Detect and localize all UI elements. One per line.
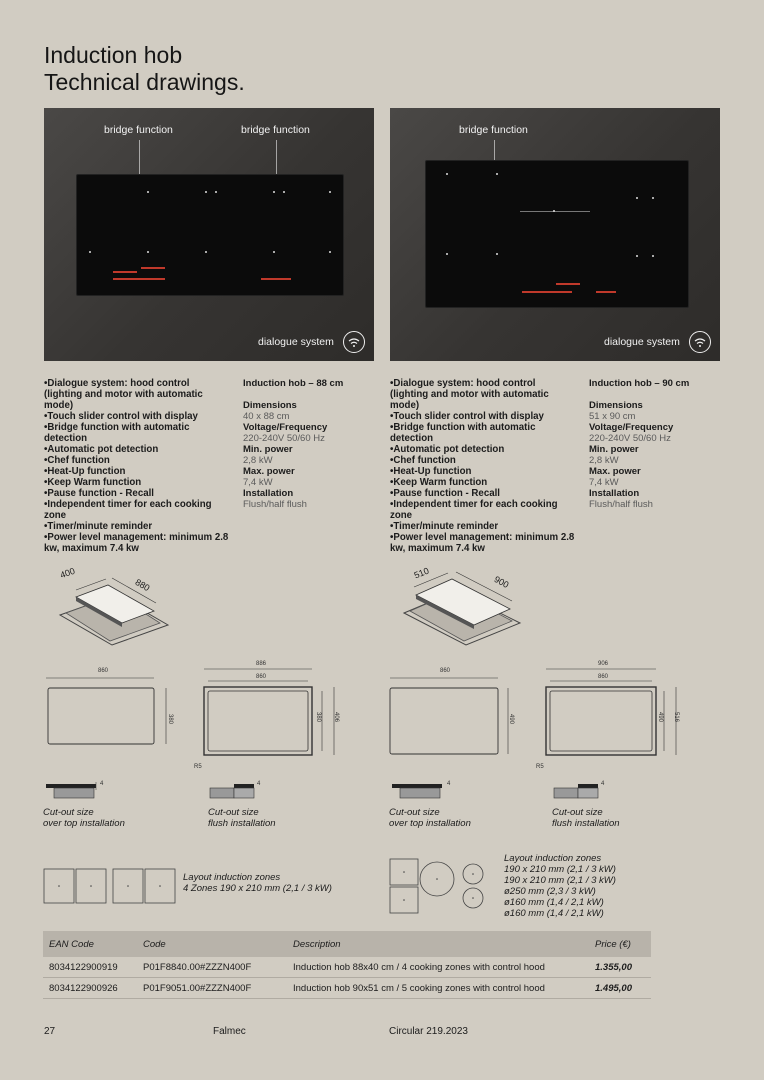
ean-cell: 8034122900919 — [43, 957, 137, 978]
outer-width-dim: 906 — [598, 661, 609, 667]
product-photo-90 — [390, 108, 720, 361]
caption-line: flush installation — [208, 818, 276, 829]
section-dim: 4 — [601, 781, 605, 787]
price-cell: 1.355,00 — [589, 957, 651, 978]
zone-layout-88 — [43, 868, 177, 906]
col-header-code: Code — [137, 931, 287, 957]
dialogue-system-label: dialogue system — [258, 336, 334, 348]
installation-label: Installation — [589, 488, 640, 499]
feature-item: •Chef function — [390, 455, 456, 466]
max-power-label: Max. power — [589, 466, 641, 477]
outer-height-dim: 406 — [333, 711, 340, 723]
price-table — [43, 931, 651, 999]
radius-dim: R5 — [194, 764, 202, 770]
col-header-description: Description — [287, 931, 589, 957]
zone-layout-line: 4 Zones 190 x 210 mm (2,1 / 3 kW) — [183, 883, 332, 894]
hob-glass-top — [425, 160, 689, 308]
feature-item: •Dialogue system: hood control (lighting and motor with automatic mode) — [44, 378, 203, 411]
feature-item: •Power level management: minimum 2.8 kw, maximum 7.4 kw — [390, 532, 575, 554]
min-power-value: 2,8 kW — [589, 455, 619, 466]
zone-layout-line: ø160 mm (1,4 / 2,1 kW) — [504, 908, 604, 919]
code-cell: P01F9051.00#ZZZN400F — [137, 978, 287, 999]
caption-line: Cut-out size — [552, 807, 603, 818]
spec-block-90 — [589, 378, 719, 510]
title-line-1: Induction hob — [44, 42, 183, 68]
zone-layout-text-88 — [183, 872, 332, 894]
cutout-drawing-flush-90 — [540, 663, 690, 763]
max-power-label: Max. power — [243, 466, 295, 477]
product-photo-88 — [44, 108, 374, 361]
bridge-function-label: bridge function — [241, 124, 310, 136]
height-dim: 380 — [167, 713, 174, 725]
feature-item: •Automatic pot detection — [44, 444, 159, 455]
voltage-label: Voltage/Frequency — [589, 422, 674, 433]
page-title — [44, 42, 245, 96]
feature-item: •Heat-Up function — [44, 466, 126, 477]
caption-flush-88 — [208, 807, 276, 829]
outer-width-dim: 886 — [256, 661, 267, 667]
bridge-function-label: bridge function — [459, 124, 528, 136]
caption-overtop-90 — [389, 807, 471, 829]
max-power-value: 7,4 kW — [589, 477, 619, 488]
inner-height-dim: 490 — [657, 711, 664, 723]
feature-list-90 — [390, 378, 576, 554]
control-display — [113, 271, 137, 273]
feature-item: •Independent timer for each cooking zone — [44, 499, 212, 521]
outer-height-dim: 516 — [673, 711, 680, 723]
installation-value: Flush/half flush — [589, 499, 653, 510]
zone-layout-line: Layout induction zones — [504, 853, 602, 864]
max-power-value: 7,4 kW — [243, 477, 273, 488]
spec-title: Induction hob – 88 cm — [243, 378, 344, 389]
caption-flush-90 — [552, 807, 620, 829]
iso-drawing-88 — [56, 565, 174, 650]
zone-layout-90 — [389, 858, 489, 914]
feature-item: •Keep Warm function — [390, 477, 488, 488]
hob-glass-top — [76, 174, 344, 296]
iso-width-label: 900 — [492, 574, 511, 590]
feature-item: •Chef function — [44, 455, 110, 466]
cutout-drawing-overtop-88 — [44, 668, 174, 750]
radius-dim: R5 — [536, 764, 544, 770]
feature-item: •Bridge function with automatic detection — [390, 422, 536, 444]
min-power-value: 2,8 kW — [243, 455, 273, 466]
feature-item: •Bridge function with automatic detection — [44, 422, 190, 444]
table-header-row — [43, 931, 651, 957]
section-dim: 4 — [100, 781, 104, 787]
code-cell: P01F8840.00#ZZZN400F — [137, 957, 287, 978]
height-dim: 490 — [508, 713, 515, 725]
col-header-ean: EAN Code — [43, 931, 137, 957]
feature-list-88 — [44, 378, 230, 554]
title-line-2: Technical drawings. — [44, 69, 245, 95]
zone-layout-text-90 — [504, 853, 616, 919]
feature-item: •Pause function - Recall — [44, 488, 154, 499]
dialogue-system-label: dialogue system — [604, 336, 680, 348]
iso-width-label: 880 — [133, 576, 152, 594]
section-dim: 4 — [257, 781, 261, 787]
dimensions-value: 40 x 88 cm — [243, 411, 290, 422]
section-dim: 4 — [447, 781, 451, 787]
iso-depth-label: 400 — [58, 565, 77, 581]
caption-line: flush installation — [552, 818, 620, 829]
zone-layout-line: ø250 mm (2,3 / 3 kW) — [504, 886, 596, 897]
brand-name: Falmec — [213, 1026, 246, 1037]
description-cell: Induction hob 90x51 cm / 5 cooking zones with control hood — [287, 978, 589, 999]
description-cell: Induction hob 88x40 cm / 4 cooking zones with control hood — [287, 957, 589, 978]
feature-item: •Independent timer for each cooking zone — [390, 499, 558, 521]
caption-line: Cut-out size — [43, 807, 94, 818]
spec-block-88 — [243, 378, 373, 510]
caption-line: over top installation — [43, 818, 125, 829]
installation-label: Installation — [243, 488, 294, 499]
inner-width-dim: 860 — [598, 674, 609, 680]
control-display — [522, 291, 572, 293]
feature-item: •Power level management: minimum 2.8 kw, maximum 7.4 kw — [44, 532, 229, 554]
caption-overtop-88 — [43, 807, 125, 829]
voltage-label: Voltage/Frequency — [243, 422, 328, 433]
min-power-label: Min. power — [589, 444, 639, 455]
dimensions-label: Dimensions — [589, 400, 643, 411]
width-dim: 860 — [98, 668, 109, 674]
feature-item: •Keep Warm function — [44, 477, 142, 488]
table-row — [43, 978, 651, 999]
dimensions-value: 51 x 90 cm — [589, 411, 636, 422]
feature-item: •Timer/minute reminder — [390, 521, 499, 532]
price-cell: 1.495,00 — [589, 978, 651, 999]
zone-layout-line: Layout induction zones — [183, 872, 281, 883]
ean-cell: 8034122900926 — [43, 978, 137, 999]
col-header-price: Price (€) — [589, 931, 651, 957]
voltage-value: 220-240V 50/60 Hz — [243, 433, 325, 444]
min-power-label: Min. power — [243, 444, 293, 455]
feature-item: •Timer/minute reminder — [44, 521, 153, 532]
feature-item: •Automatic pot detection — [390, 444, 505, 455]
bridge-function-label: bridge function — [104, 124, 173, 136]
feature-item: •Pause function - Recall — [390, 488, 500, 499]
caption-line: over top installation — [389, 818, 471, 829]
page-number: 27 — [44, 1026, 56, 1037]
zone-layout-line: ø160 mm (1,4 / 2,1 kW) — [504, 897, 604, 908]
spec-title: Induction hob – 90 cm — [589, 378, 690, 389]
inner-height-dim: 380 — [315, 711, 322, 723]
zone-layout-line: 190 x 210 mm (2,1 / 3 kW) — [504, 875, 616, 886]
circular-ref: Circular 219.2023 — [389, 1026, 468, 1037]
feature-item: •Touch slider control with display — [390, 411, 544, 422]
inner-width-dim: 860 — [256, 674, 267, 680]
wifi-icon — [689, 331, 711, 353]
wifi-icon — [343, 331, 365, 353]
caption-line: Cut-out size — [208, 807, 259, 818]
feature-item: •Heat-Up function — [390, 466, 472, 477]
cutout-drawing-flush-88 — [198, 663, 348, 763]
zone-layout-line: 190 x 210 mm (2,1 / 3 kW) — [504, 864, 616, 875]
table-row — [43, 957, 651, 978]
caption-line: Cut-out size — [389, 807, 440, 818]
width-dim: 860 — [440, 668, 451, 674]
installation-value: Flush/half flush — [243, 499, 307, 510]
dimensions-label: Dimensions — [243, 400, 297, 411]
feature-item: •Touch slider control with display — [44, 411, 198, 422]
iso-depth-label: 510 — [412, 565, 431, 581]
feature-item: •Dialogue system: hood control (lighting and motor with automatic mode) — [390, 378, 549, 411]
section-detail-overtop-90 — [390, 780, 450, 802]
voltage-value: 220-240V 50/60 Hz — [589, 433, 671, 444]
section-detail-overtop-88 — [44, 780, 104, 802]
cutout-drawing-overtop-90 — [388, 668, 518, 760]
